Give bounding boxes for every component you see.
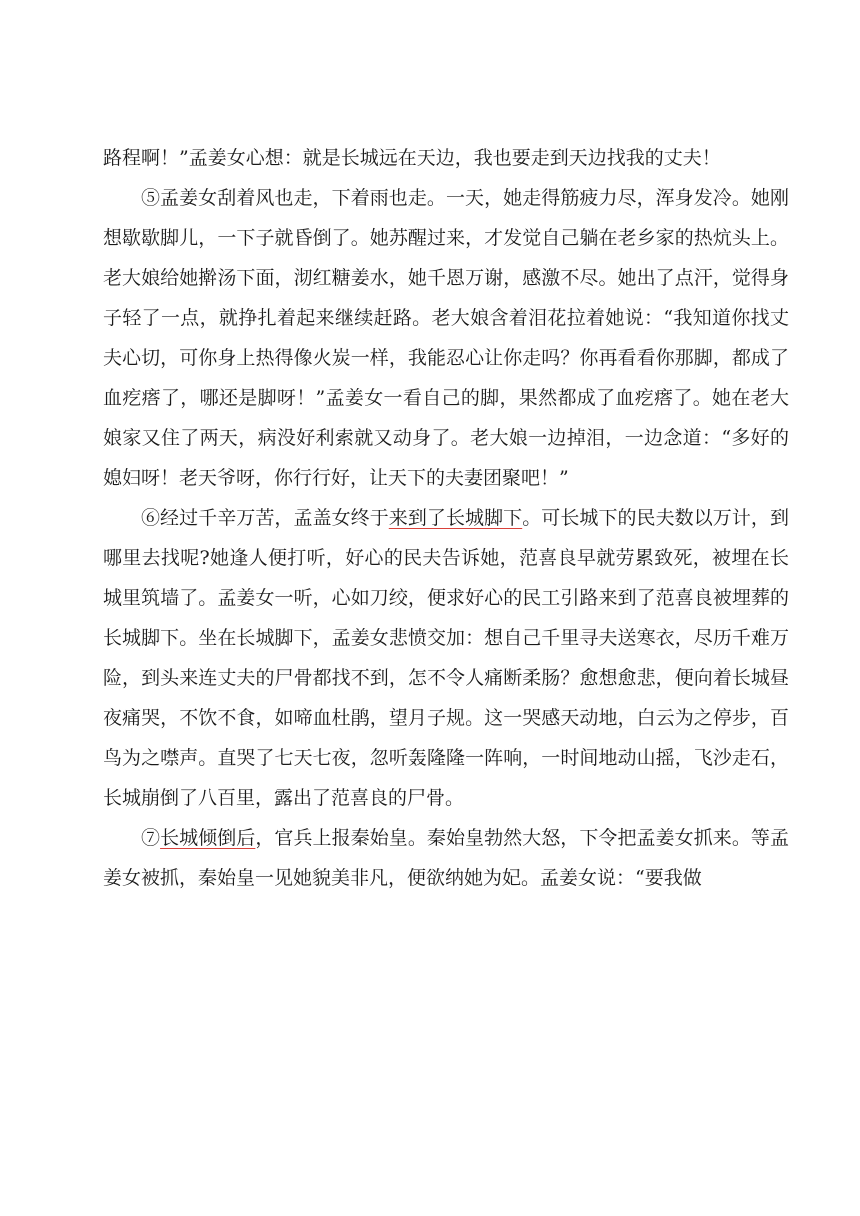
paragraph-4-continuation: 路程啊！”孟姜女心想：就是长城远在天边，我也要走到天边找我的丈夫！ bbox=[103, 147, 721, 169]
underlined-phrase-wall-collapsed: 长城倾倒后 bbox=[160, 827, 256, 849]
underlined-phrase-arrived-at-wall: 来到了长城脚下 bbox=[388, 507, 523, 529]
paragraph-6-text-after: 。可长城下的民夫数以万计，到哪里去找呢?她逢人便打听，好心的民夫告诉她，范喜良早就劳累致死，被埋在长城里筑墙了。孟姜女一听，心如刀绞，便求好心的民工引路来到了范喜良被埋葬的长城脚下。坐在长城脚下，孟姜女悲愤交加：想自己千里寻夫送寒衣，尽历千难万险，到头来连丈夫的尸骨都找不到，怎不令人痛断柔肠？愈想愈悲，便向着长城昼夜痛哭，不饮不食，如啼血杜鹃，望月子规。这一哭感天动地，白云为之停步，百鸟为之噤声。直哭了七天七夜，忽听轰隆隆一阵响，一时间地动山摇，飞沙走石，长城崩倒了八百里，露出了范喜良的尸骨。 bbox=[103, 507, 789, 809]
paragraph-7 bbox=[103, 818, 789, 898]
paragraph-7-number: ⑦ bbox=[141, 827, 161, 849]
document-page bbox=[103, 138, 789, 898]
paragraph-6-text-before: ⑥经过千辛万苦，孟盖女终于 bbox=[141, 507, 389, 529]
paragraph-7-text: ，官兵上报秦始皇。秦始皇勃然大怒，下令把孟姜女抓来。等孟姜女被抓，秦始皇一见她貌美非凡，便欲纳她为妃。孟姜女说：“要我做 bbox=[103, 827, 789, 889]
paragraph-5: ⑤孟姜女刮着风也走，下着雨也走。一天，她走得筋疲力尽，浑身发冷。她刚想歇歇脚儿，一下子就昏倒了。她苏醒过来，才发觉自己躺在老乡家的热炕头上。老大娘给她擀汤下面，沏红糖姜水，她千恩万谢，感激不尽。她出了点汗，觉得身子轻了一点，就挣扎着起来继续赶路。老大娘含着泪花拉着她说：“我知道你找丈夫心切，可你身上热得像火炭一样，我能忍心让你走吗？你再看看你那脚，都成了血疙瘩了，哪还是脚呀！”孟姜女一看自己的脚，果然都成了血疙瘩了。她在老大娘家又住了两天，病没好利索就又动身了。老大娘一边掉泪，一边念道：“多好的媳妇呀！老天爷呀，你行行好，让天下的夫妻团聚吧！” bbox=[103, 187, 789, 489]
paragraph-6 bbox=[103, 498, 789, 818]
